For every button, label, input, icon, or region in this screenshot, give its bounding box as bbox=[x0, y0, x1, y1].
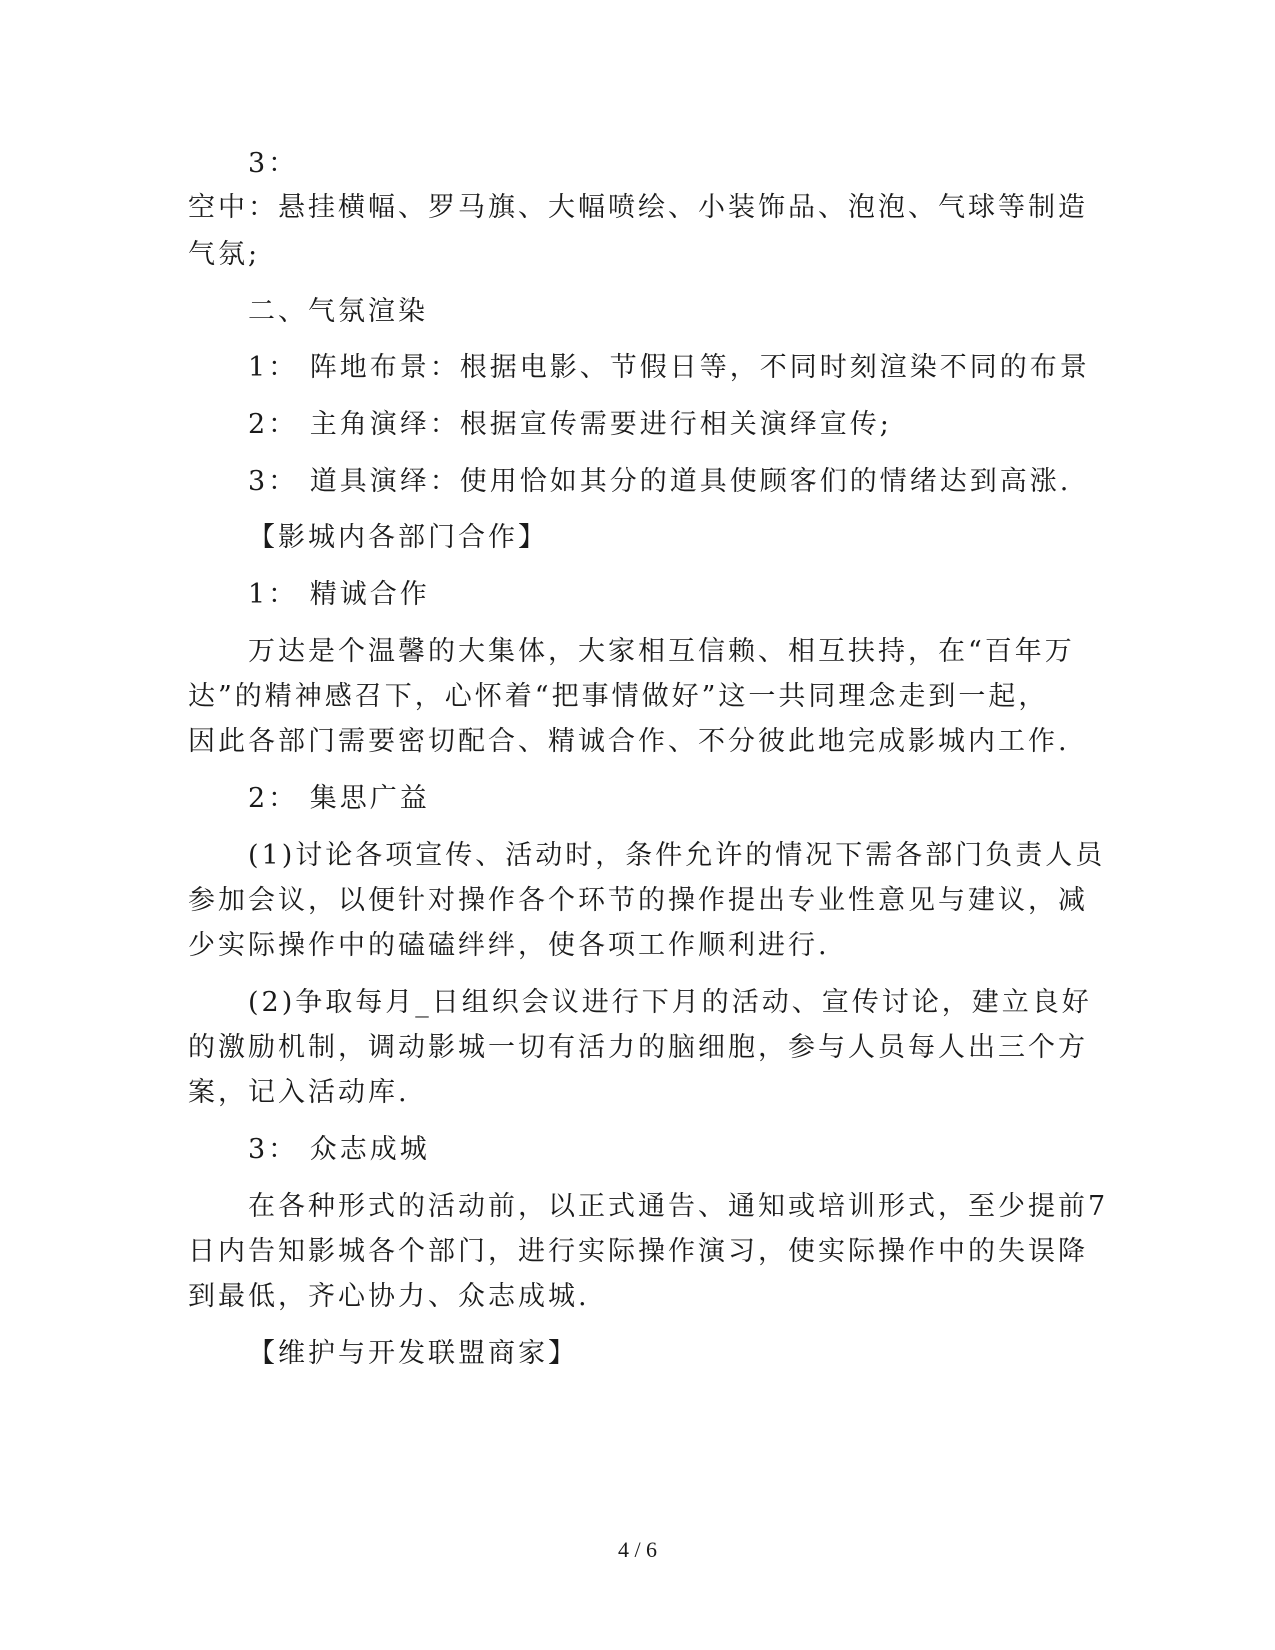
paragraph-line: 3： bbox=[248, 148, 299, 179]
paragraph-line: 日内告知影城各个部门，进行实际操作演习，使实际操作中的失误降 bbox=[188, 1236, 1088, 1267]
subsection-heading: 1： 精诚合作 bbox=[248, 579, 430, 610]
list-item: 2： 主角演绎：根据宣传需要进行相关演绎宣传; bbox=[248, 409, 892, 440]
paragraph-line: 到最低，齐心协力、众志成城. bbox=[188, 1281, 590, 1312]
subsection-heading: 2： 集思广益 bbox=[248, 783, 430, 814]
paragraph-line: 因此各部门需要密切配合、精诚合作、不分彼此地完成影城内工作. bbox=[188, 726, 1070, 757]
list-item: 3： 道具演绎：使用恰如其分的道具使顾客们的情绪达到高涨. bbox=[248, 466, 1072, 497]
paragraph-line: (1)讨论各项宣传、活动时，条件允许的情况下需各部门负责人员 bbox=[248, 840, 1106, 871]
paragraph-line: 达”的精神感召下，心怀着“把事情做好”这一共同理念走到一起， bbox=[188, 681, 1049, 712]
paragraph-line: 空中：悬挂横幅、罗马旗、大幅喷绘、小装饰品、泡泡、气球等制造 bbox=[188, 192, 1088, 223]
section-heading: 二、气氛渲染 bbox=[248, 296, 428, 327]
paragraph-line: 万达是个温馨的大集体，大家相互信赖、相互扶持，在“百年万 bbox=[248, 636, 1075, 667]
paragraph-line: 少实际操作中的磕磕绊绊，使各项工作顺利进行. bbox=[188, 930, 830, 961]
section-heading: 【影城内各部门合作】 bbox=[248, 522, 548, 553]
paragraph-line: 的激励机制，调动影城一切有活力的脑细胞，参与人员每人出三个方 bbox=[188, 1032, 1088, 1063]
page-number: 4 / 6 bbox=[617, 1537, 658, 1562]
subsection-heading: 3： 众志成城 bbox=[248, 1134, 430, 1165]
paragraph-line: 案，记入活动库. bbox=[188, 1077, 410, 1108]
paragraph-line: 气氛; bbox=[188, 239, 261, 270]
paragraph-line: (2)争取每月_日组织会议进行下月的活动、宣传讨论，建立良好 bbox=[248, 987, 1092, 1018]
paragraph-line: 在各种形式的活动前，以正式通告、通知或培训形式，至少提前7 bbox=[248, 1191, 1109, 1222]
paragraph-line: 参加会议，以便针对操作各个环节的操作提出专业性意见与建议，减 bbox=[188, 885, 1088, 916]
section-heading: 【维护与开发联盟商家】 bbox=[248, 1338, 578, 1369]
list-item: 1： 阵地布景：根据电影、节假日等，不同时刻渲染不同的布景 bbox=[248, 352, 1090, 383]
